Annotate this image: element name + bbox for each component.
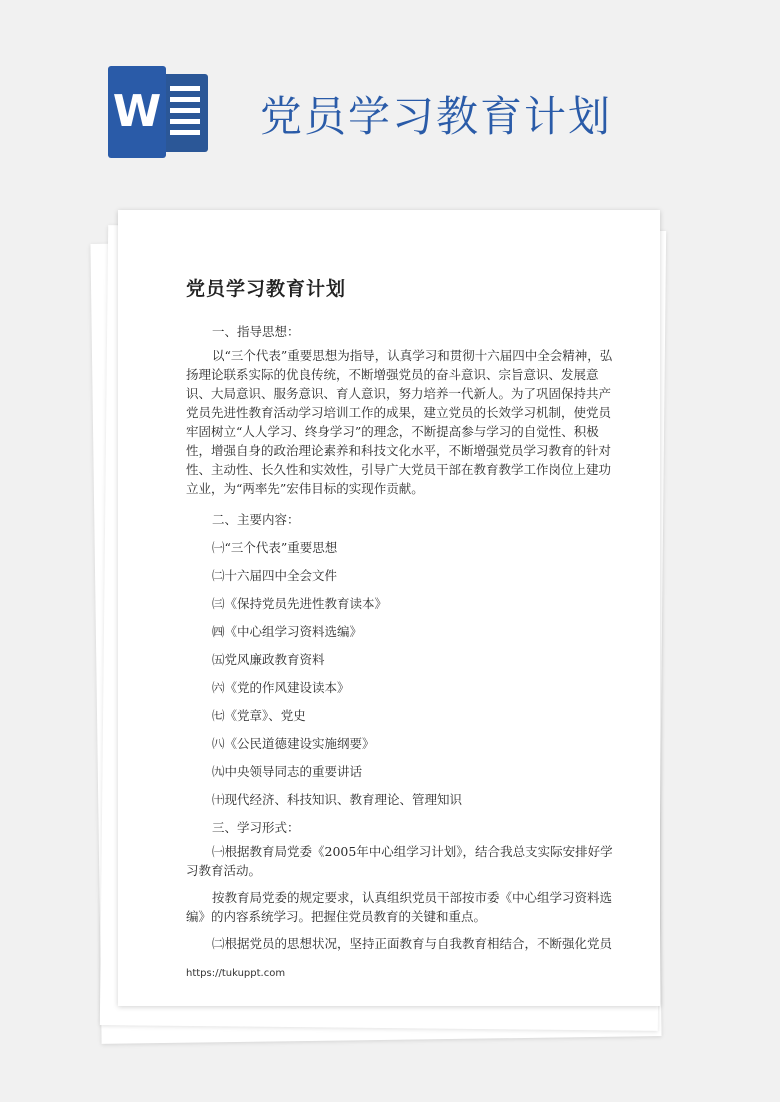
document-title: 党员学习教育计划 <box>186 278 347 300</box>
list-item: ㈧《公民道德建设实施纲要》 <box>212 736 375 751</box>
section-heading: 三、学习形式： <box>212 820 300 835</box>
word-logo-icon <box>108 66 208 158</box>
paragraph: ㈡根据党员的思想状况，坚持正面教育与自我教育相结合，不断强化党员 <box>212 936 613 951</box>
section-heading: 二、主要内容： <box>212 512 300 527</box>
footer-url: https://tukuppt.com <box>186 968 286 979</box>
list-item: ㈤党风廉政教育资料 <box>212 652 325 667</box>
list-item: ㈦《党章》、党史 <box>212 708 306 723</box>
paragraph: ㈠根据教育局党委《2005年中心组学习计划》，结合我总支实际安排好学习教育活动。 <box>186 844 613 878</box>
section-heading: 一、指导思想： <box>212 324 300 339</box>
list-item: ㈠“三个代表”重要思想 <box>212 540 338 555</box>
word-letter-badge: W <box>108 66 166 158</box>
document-page <box>118 210 660 1006</box>
document-body <box>186 318 622 953</box>
list-item: ㈩现代经济、科技知识、教育理论、管理知识 <box>212 792 463 807</box>
paragraph: 按教育局党委的规定要求，认真组织党员干部按市委《中心组学习资料选编》的内容系统学习。把握住党员教育的关键和重点。 <box>186 890 613 924</box>
list-item: ㈢《保持党员先进性教育读本》 <box>212 596 388 611</box>
banner <box>0 0 780 200</box>
list-item: ㈥《党的作风建设读本》 <box>212 680 350 695</box>
list-item: ㈣《中心组学习资料选编》 <box>212 624 363 639</box>
banner-title: 党员学习教育计划 <box>260 92 613 141</box>
paragraph: 以“三个代表”重要思想为指导，认真学习和贯彻十六届四中全会精神，弘扬理论联系实际的优良传统，不断增强党员的奋斗意识、宗旨意识、发展意识、大局意识、服务意识、育人意识，努力培养一代新人。为了巩固保持共产党员先进性教育活动学习培训工作的成果，建立党员的长效学习机制，使党员牢固树立“人人学习、终身学习”的理念，不断提高参与学习的自觉性、积极性，增强自身的政治理论素养和科技文化水平，不断增强党员学习教育的针对性、主动性、长久性和实效性，引导广大党员干部在教育教学工作岗位上建功立业，为“两率先”宏伟目标的实现作贡献。 <box>186 348 613 496</box>
list-item: ㈡十六届四中全会文件 <box>212 568 338 583</box>
list-item: ㈨中央领导同志的重要讲话 <box>212 764 363 779</box>
